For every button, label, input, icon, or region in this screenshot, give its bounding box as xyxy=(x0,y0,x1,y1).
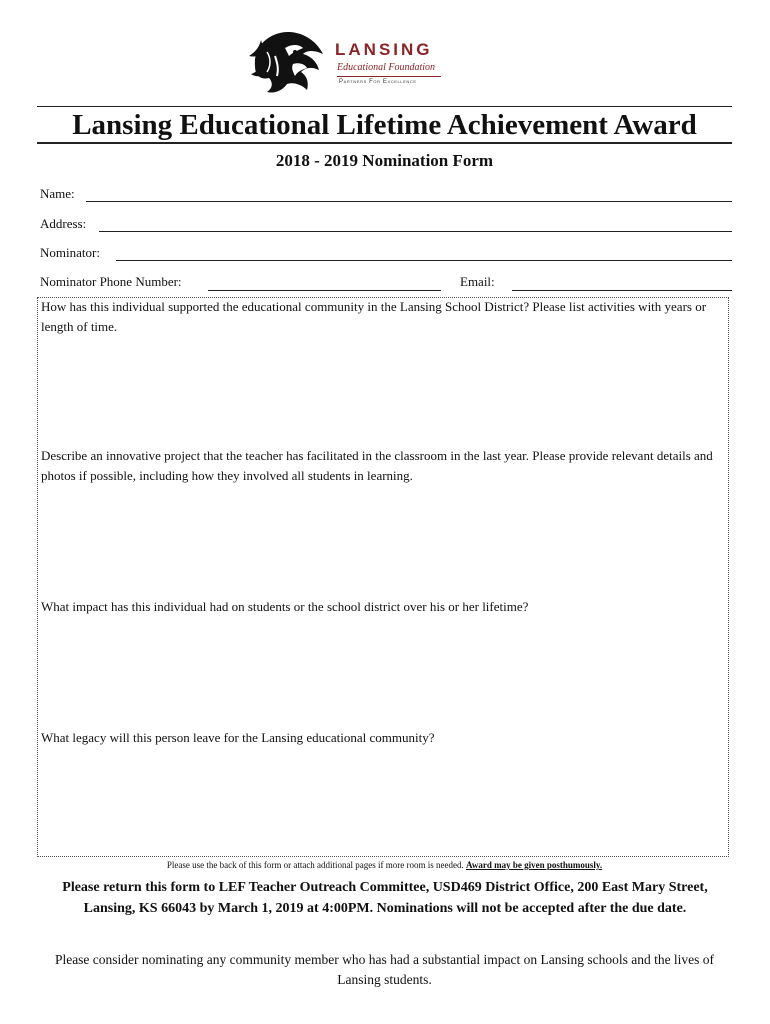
foundation-logo xyxy=(245,26,445,96)
return-instructions: Please return this form to LEF Teacher Outreach Committee, USD469 District Office, 200 East Mary Street, Lansing, KS 66043 by March 1, 2019 at 4:00PM. Nominations will not be accepted after the due date. xyxy=(62,880,708,916)
email-label: Email: xyxy=(460,274,495,289)
title-rule-top xyxy=(37,106,732,107)
name-label: Name: xyxy=(40,186,75,201)
question-support: How has this individual supported the educational community in the Lansing School District? Please list activities with years or length of time. xyxy=(41,299,707,334)
nominator-label: Nominator: xyxy=(40,245,100,260)
question-project: Describe an innovative project that the teacher has facilitated in the classroom in the last year. Please provide relevant details and photos if possible, including how they involved all students in learning. xyxy=(41,448,713,483)
questions-box[interactable] xyxy=(37,297,729,857)
email-field[interactable] xyxy=(512,290,732,291)
logo-tagline: Partners For Excellence xyxy=(339,79,417,85)
posthumous-note: Award may be given posthumously. xyxy=(466,860,603,870)
phone-label: Nominator Phone Number: xyxy=(40,274,182,289)
address-field[interactable] xyxy=(99,231,732,232)
logo-name: LANSING xyxy=(335,40,433,59)
consider-note: Please consider nominating any community member who has had a substantial impact on Lansing schools and the lives of Lansing students. xyxy=(54,952,715,987)
logo-divider xyxy=(337,76,441,77)
lion-head-icon xyxy=(245,26,335,96)
form-subtitle: 2018 - 2019 Nomination Form xyxy=(275,151,494,170)
address-label: Address: xyxy=(40,216,87,231)
question-impact: What impact has this individual had on students or the school district over his or her lifetime? xyxy=(41,599,529,614)
title-rule-bottom xyxy=(37,142,732,144)
form-title: Lansing Educational Lifetime Achievement Award xyxy=(72,109,697,141)
phone-field[interactable] xyxy=(208,290,441,291)
note-text: Please use the back of this form or attach additional pages if more room is needed. xyxy=(166,860,464,870)
question-legacy: What legacy will this person leave for the Lansing educational community? xyxy=(41,730,435,745)
logo-subname: Educational Foundation xyxy=(337,62,436,73)
nominator-field[interactable] xyxy=(116,260,732,261)
name-field[interactable] xyxy=(86,201,732,202)
additional-pages-note xyxy=(37,859,732,871)
